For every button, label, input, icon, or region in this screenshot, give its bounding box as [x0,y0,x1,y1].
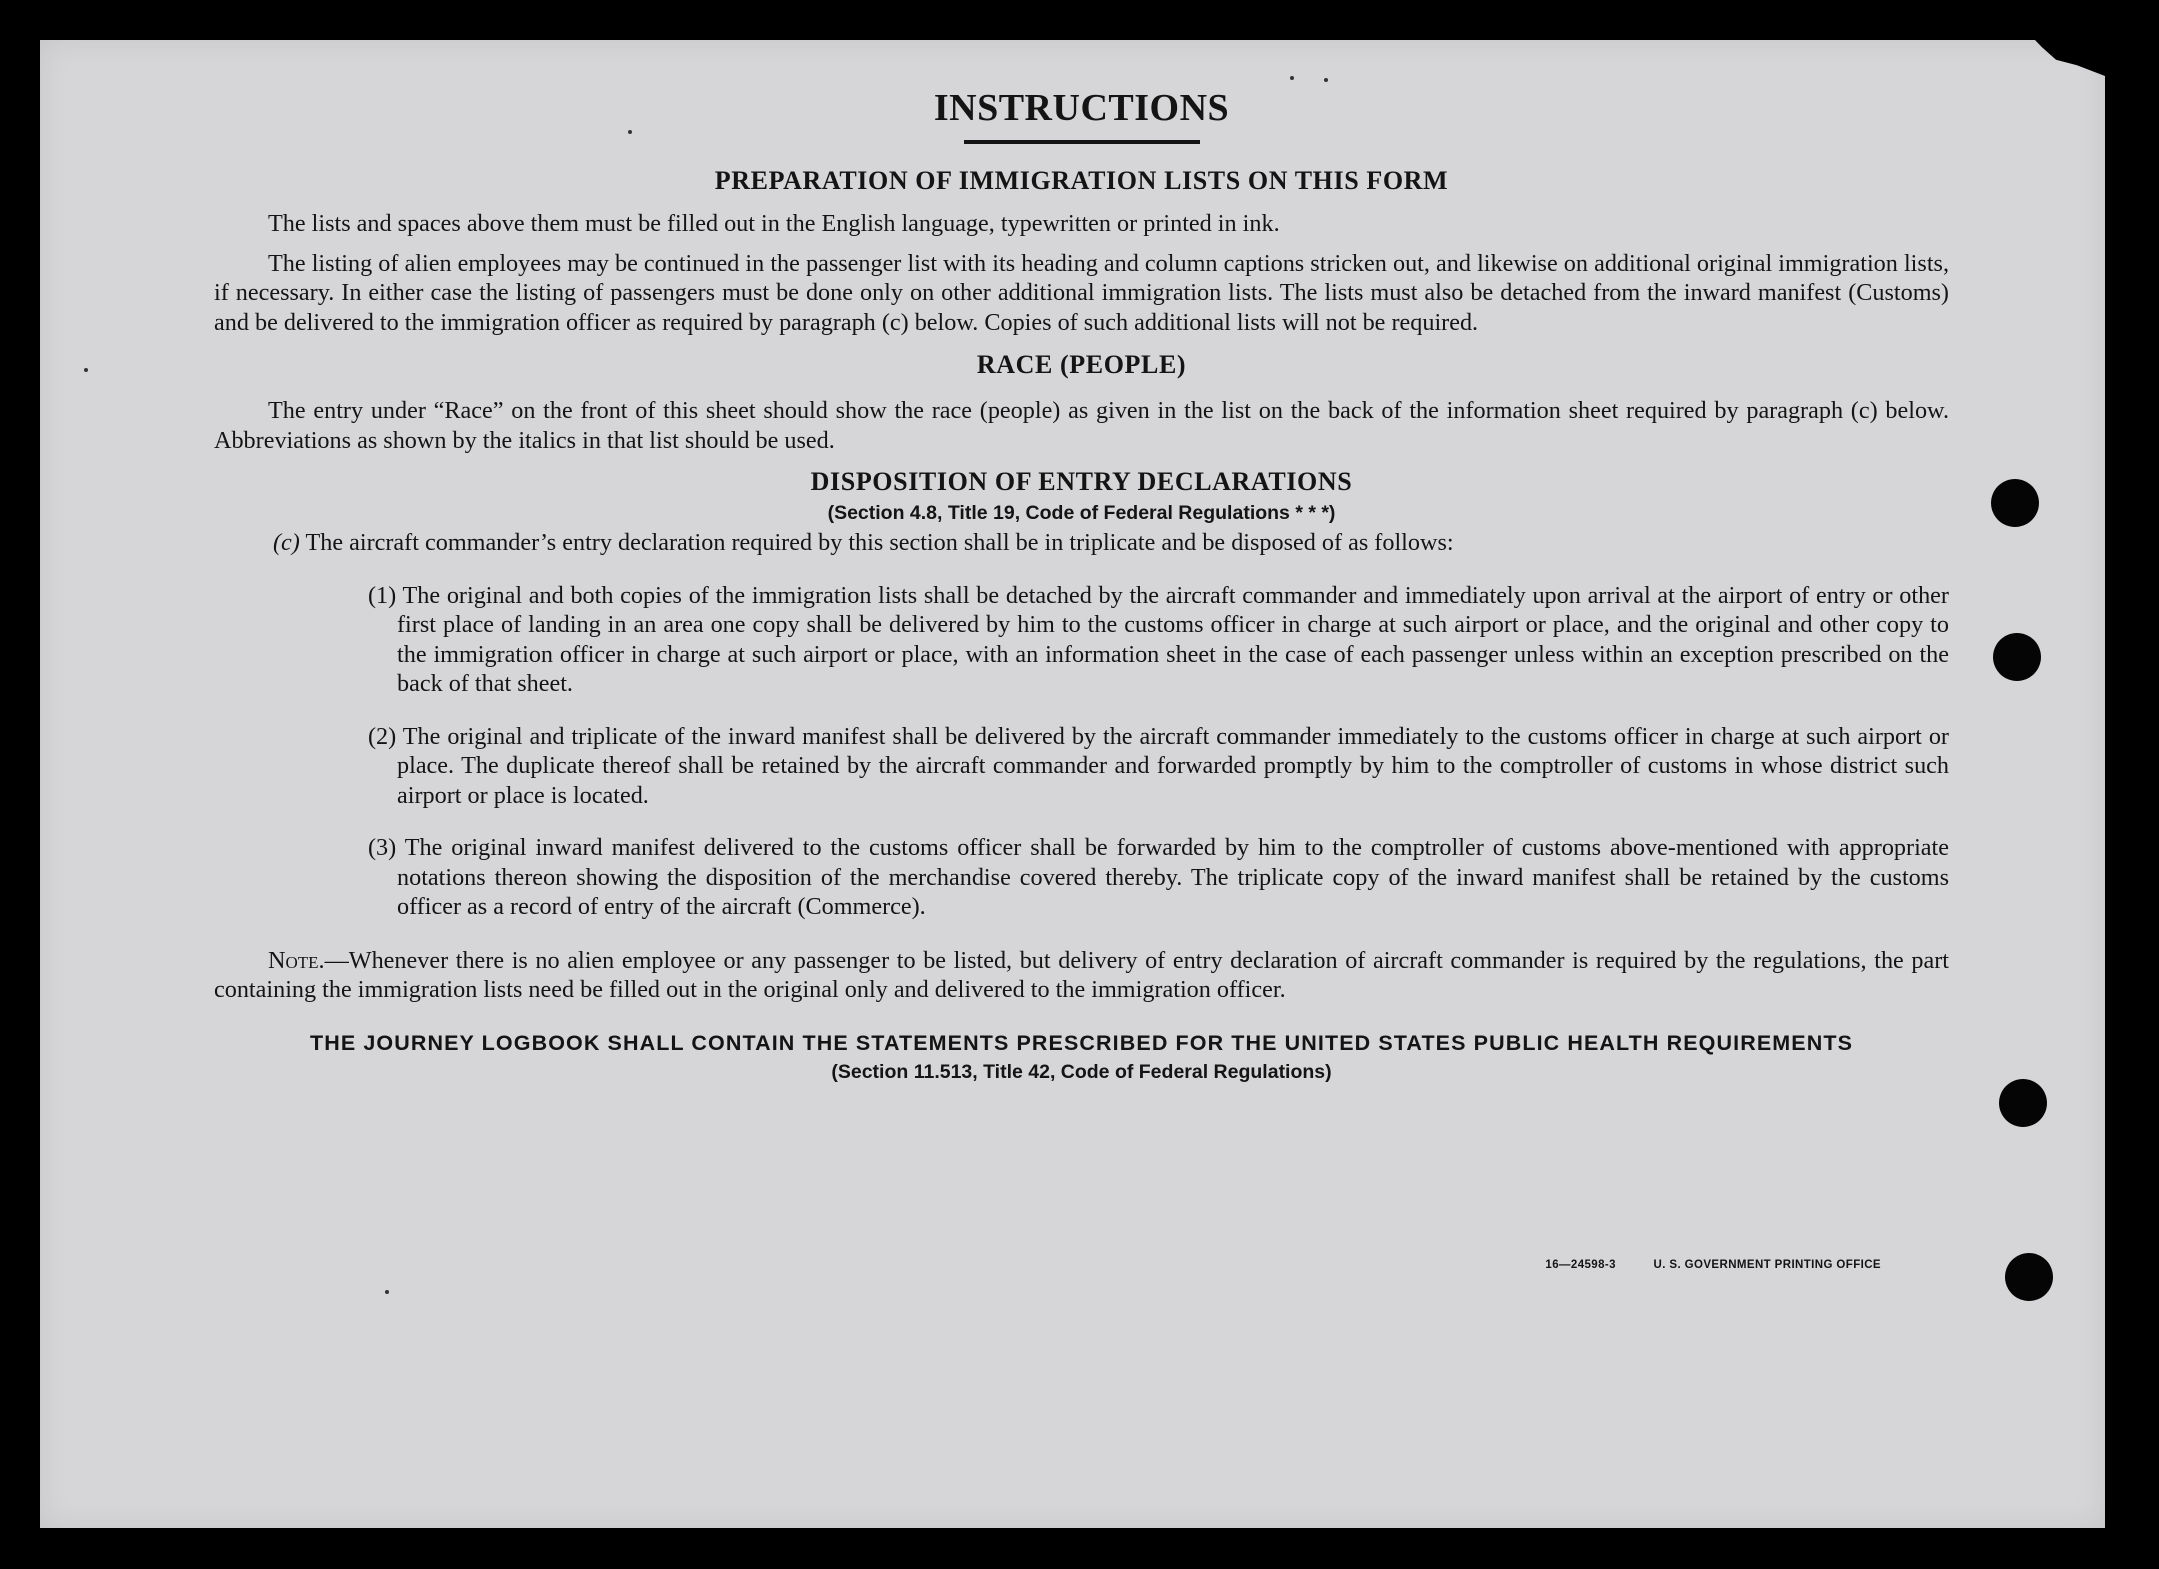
section-heading-disposition: DISPOSITION OF ENTRY DECLARATIONS [810,467,1353,496]
health-requirements-statement: THE JOURNEY LOGBOOK SHALL CONTAIN THE STATEMENTS PRESCRIBED FOR THE UNITED STATES PUBLIC HEALTH REQUIREMENTS [309,1030,1854,1055]
section-heading-preparation: PREPARATION OF IMMIGRATION LISTS ON THIS FORM [714,166,1449,195]
list-item-2 [214,722,1949,811]
list-item-1 [214,581,1949,699]
paper-speck [385,1290,389,1294]
list-item-3 [214,833,1949,922]
note-label: Note. [268,946,325,974]
note-paragraph [214,946,1949,1005]
paragraph-race: The entry under “Race” on the front of this sheet should show the race (people) as given in the list on the back of the information sheet required by paragraph (c) below. Abbreviations as shown by the italics in that list should be used. [214,397,1949,454]
list-item-number: (2) [368,722,397,750]
torn-corner [2035,40,2105,76]
punch-hole [1991,479,2039,527]
printing-office: U. S. GOVERNMENT PRINTING OFFICE [1653,1259,1881,1271]
punch-hole [1999,1079,2047,1127]
note-text: —Whenever there is no alien employee or any passenger to be listed, but delivery of entry declaration of aircraft commander is required by the regulations, the part containing the immigration lists need be filled out in the original only and delivered to the immigration officer. [214,946,1949,1003]
page-title: INSTRUCTIONS [933,87,1230,129]
paper-speck [1290,76,1294,80]
printer-imprint [1545,1259,1881,1271]
paragraph-c-marker: (c) [273,529,300,556]
title-underline [964,140,1200,144]
list-item-text: The original and triplicate of the inward manifest shall be delivered by the aircraft commander immediately to the customs officer in charge at such airport or place. The duplicate thereof shall be retained by the aircraft commander and forwarded promptly by him to the comptroller of customs in whose district such airport or place is located. [397,722,1949,809]
paragraph-alien-employees: The listing of alien employees may be continued in the passenger list with its heading and column captions stricken out, and likewise on additional original immigration lists, if necessary. In either case the listing of passengers must be done only on other additional immigration lists. The lists must also be detached from the inward manifest (Customs) and be delivered to the immigration officer as required by paragraph (c) below. Copies of such additional lists will not be required. [214,249,1949,336]
paper-speck [1324,78,1328,82]
section-heading-race: RACE (PEOPLE) [976,350,1187,379]
form-number: 16—24598-3 [1545,1259,1616,1271]
instructions-content [214,86,1949,1084]
citation-section-4-8: (Section 4.8, Title 19, Code of Federal Regulations * * *) [827,502,1336,524]
list-item-text: The original and both copies of the immigration lists shall be detached by the aircraft commander and immediately upon arrival at the airport of entry or other first place of landing in an area one copy shall be delivered by him to the customs officer in charge at such airport or place, and the original and other copy to the immigration officer in charge at such airport or place, with an information sheet in the case of each passenger unless within an exception prescribed on the back of that sheet. [397,581,1949,697]
document-page [40,40,2105,1528]
citation-section-11-513: (Section 11.513, Title 42, Code of Federal Regulations) [831,1060,1332,1083]
paper-speck [84,368,88,372]
punch-hole [1993,633,2041,681]
list-item-number: (3) [368,834,397,861]
punch-hole [2005,1253,2053,1301]
paragraph-c-text: The aircraft commander’s entry declaration required by this section shall be in triplicate and be disposed of as follows: [305,529,1454,556]
paragraph-language: The lists and spaces above them must be filled out in the English language, typewritten or printed in ink. [268,210,1280,237]
paragraph-c [214,528,1949,558]
list-item-text: The original inward manifest delivered to the customs officer shall be forwarded by him to the comptroller of customs above-mentioned with appropriate notations thereon showing the disposition of the merchandise covered thereby. The triplicate copy of the inward manifest shall be retained by the customs officer as a record of entry of the aircraft (Commerce). [397,834,1949,920]
list-item-number: (1) [368,581,397,609]
